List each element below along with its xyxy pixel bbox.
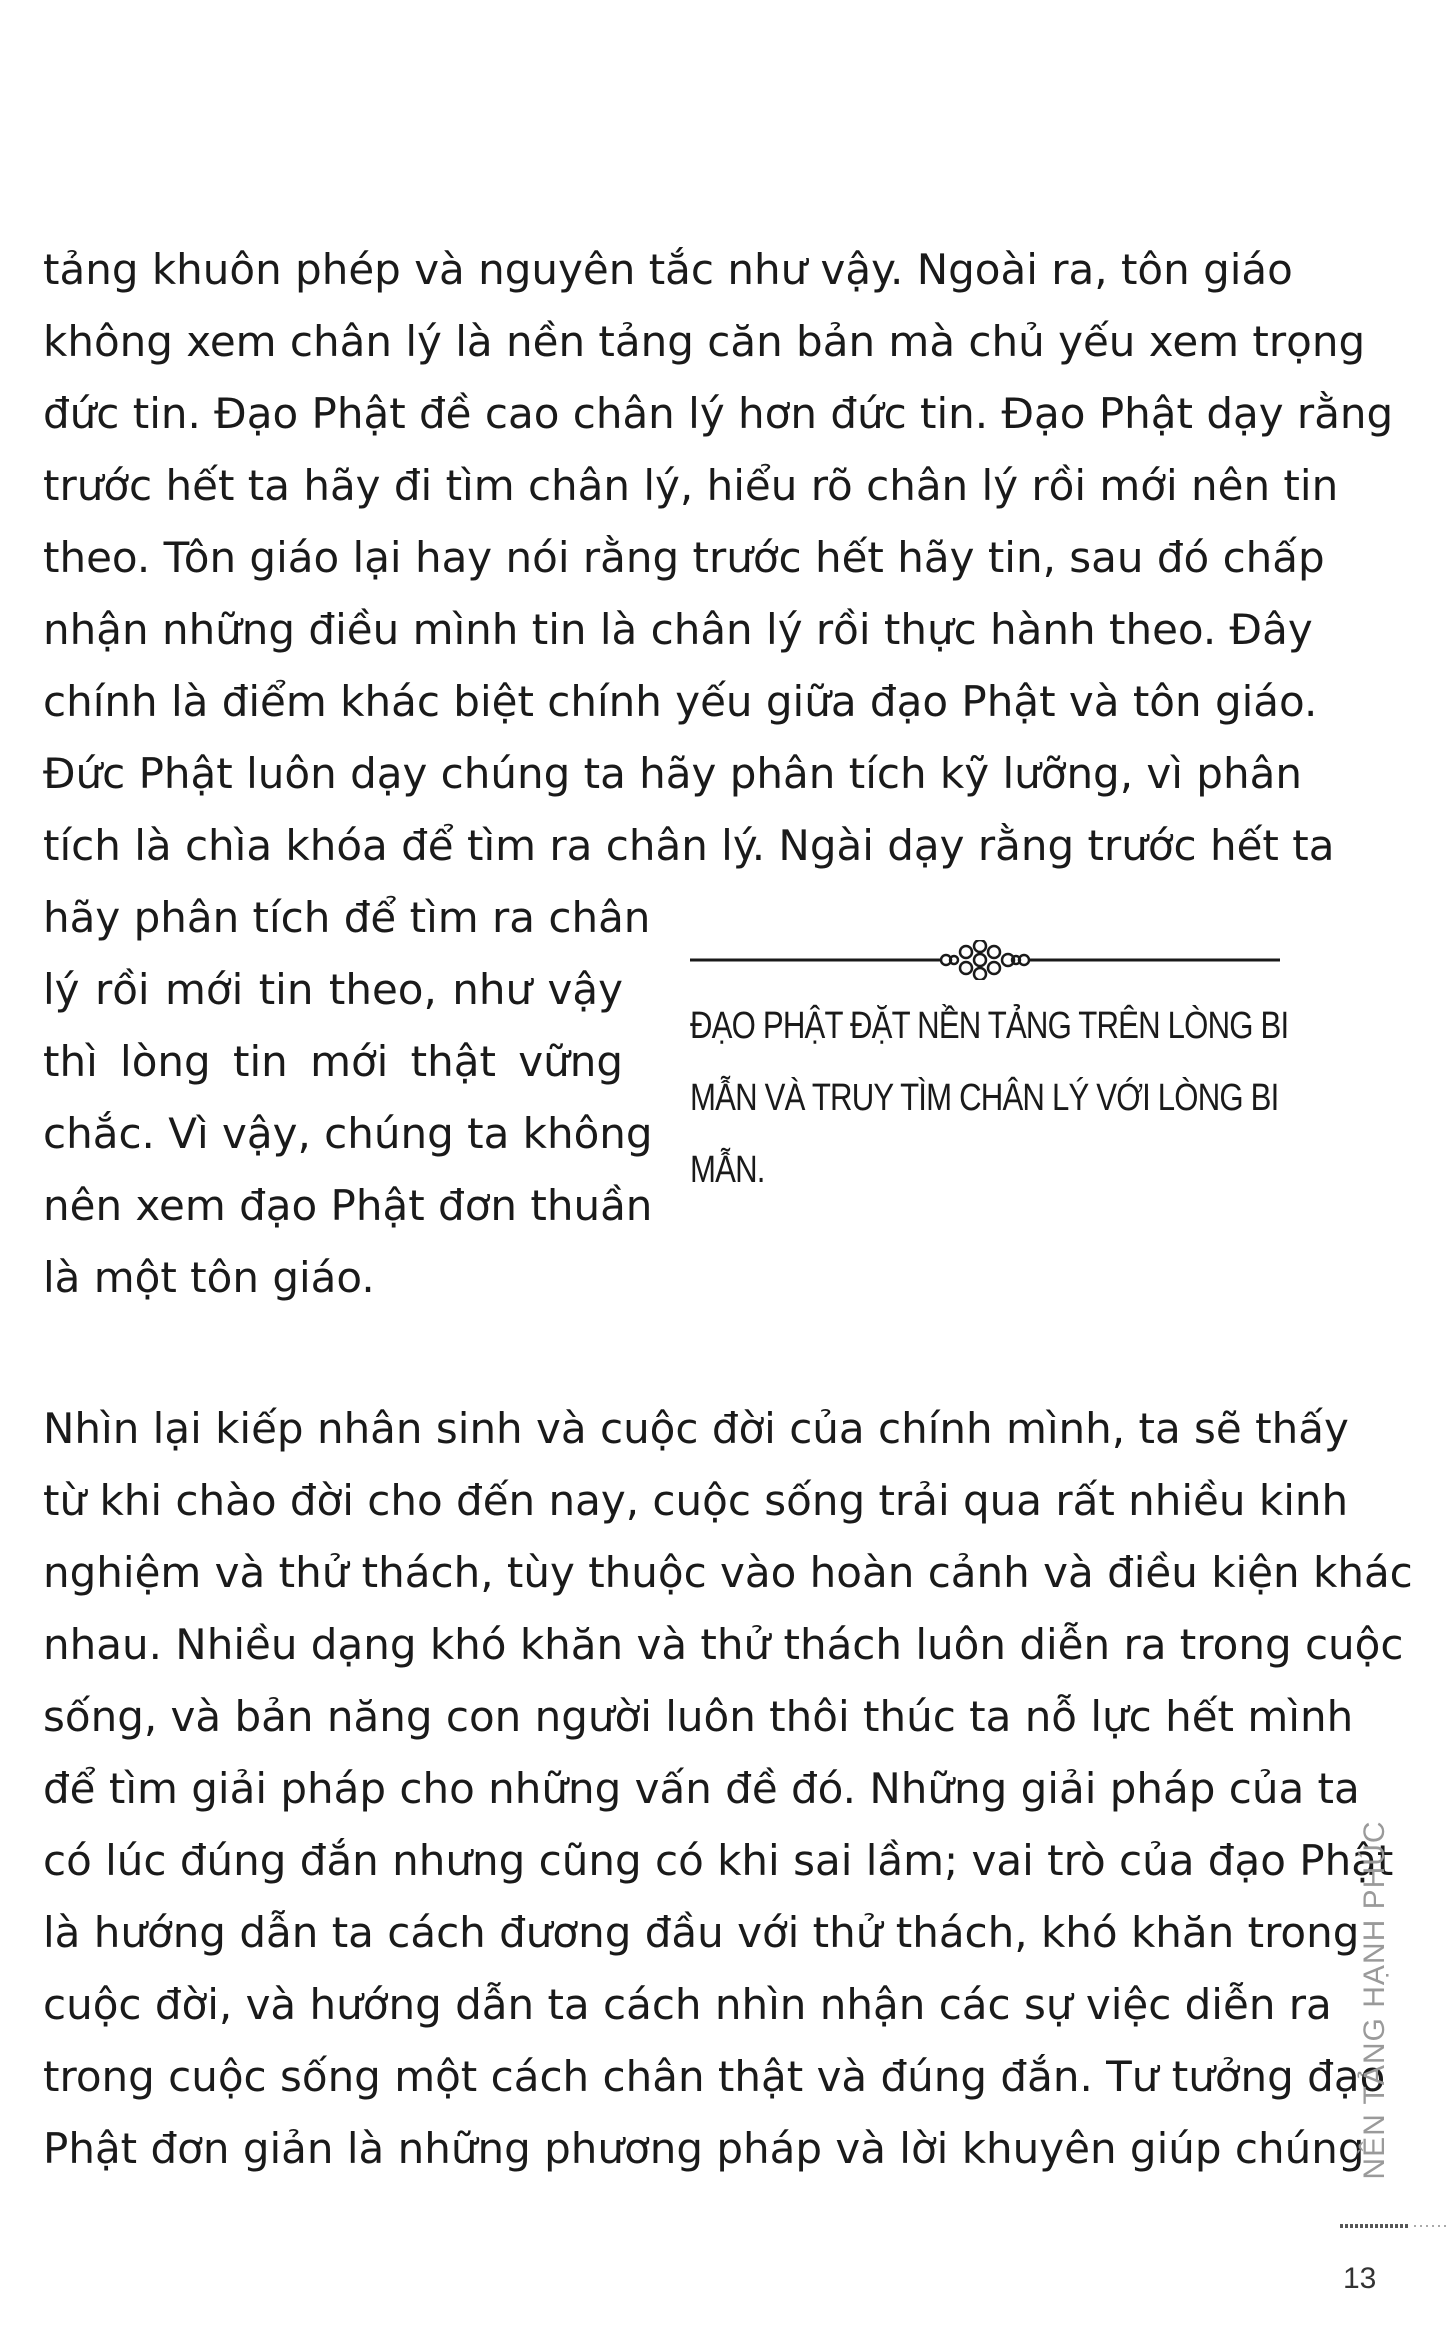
text-line: Nhìn lại kiếp nhân sinh và cuộc đời của chính mình, ta sẽ thấy [43, 1404, 1349, 1453]
text-line: nhau. Nhiều dạng khó khăn và thử thách luôn diễn ra trong cuộc [43, 1620, 1404, 1669]
pull-quote-line: ĐẠO PHẬT ĐẶT NỀN TẢNG TRÊN LÒNG BI [690, 1005, 1289, 1047]
text-line: thì lòng tin mới thật vững [43, 1037, 623, 1086]
text-line: nghiệm và thử thách, tùy thuộc vào hoàn cảnh và điều kiện khác [43, 1548, 1413, 1597]
paragraph-1 [43, 234, 1394, 882]
text-line: đức tin. Đạo Phật đề cao chân lý hơn đức tin. Đạo Phật dạy rằng [43, 389, 1394, 438]
pull-quote [690, 940, 1289, 1206]
folio-dots-ornament [1340, 2222, 1450, 2230]
text-line: là một tôn giáo. [43, 1253, 375, 1302]
text-line: theo. Tôn giáo lại hay nói rằng trước hết hãy tin, sau đó chấp [43, 533, 1325, 582]
text-line: tảng khuôn phép và nguyên tắc như vậy. Ngoài ra, tôn giáo [43, 245, 1293, 294]
endless-knot-icon [690, 940, 1280, 980]
text-line: không xem chân lý là nền tảng căn bản mà chủ yếu xem trọng [43, 317, 1366, 366]
pull-quote-divider [690, 940, 1280, 980]
text-line: chắc. Vì vậy, chúng ta không [43, 1109, 653, 1158]
text-line: sống, và bản năng con người luôn thôi thúc ta nỗ lực hết mình [43, 1692, 1354, 1741]
text-line: Phật đơn giản là những phương pháp và lời khuyên giúp chúng [43, 2124, 1365, 2173]
text-line: tích là chìa khóa để tìm ra chân lý. Ngài dạy rằng trước hết ta [43, 821, 1335, 870]
text-line: để tìm giải pháp cho những vấn đề đó. Những giải pháp của ta [43, 1764, 1360, 1813]
text-line: cuộc đời, và hướng dẫn ta cách nhìn nhận các sự việc diễn ra [43, 1980, 1332, 2029]
pull-quote-line: MẪN. [690, 1149, 765, 1191]
paragraph-1-narrow-column [43, 882, 653, 1314]
pull-quote-line: MẪN VÀ TRUY TÌM CHÂN LÝ VỚI LÒNG BI [690, 1077, 1279, 1119]
text-line: từ khi chào đời cho đến nay, cuộc sống trải qua rất nhiều kinh [43, 1476, 1349, 1525]
text-line: trong cuộc sống một cách chân thật và đúng đắn. Tư tưởng đạo [43, 2052, 1386, 2101]
running-head-text: NỀN TẢNG HẠNH PHÚC [1358, 1820, 1391, 2180]
text-line: chính là điểm khác biệt chính yếu giữa đạo Phật và tôn giáo. [43, 677, 1318, 726]
page-number: 13 [1343, 2262, 1377, 2295]
text-line: hãy phân tích để tìm ra chân [43, 893, 651, 942]
text-line: có lúc đúng đắn nhưng cũng có khi sai lầm; vai trò của đạo Phật [43, 1836, 1394, 1885]
text-line: nên xem đạo Phật đơn thuần [43, 1181, 653, 1230]
text-line: Đức Phật luôn dạy chúng ta hãy phân tích kỹ lưỡng, vì phân [43, 749, 1302, 798]
text-line: lý rồi mới tin theo, như vậy [43, 965, 623, 1014]
text-line: trước hết ta hãy đi tìm chân lý, hiểu rõ chân lý rồi mới nên tin [43, 461, 1339, 510]
text-line: nhận những điều mình tin là chân lý rồi thực hành theo. Đây [43, 605, 1313, 654]
running-head [1345, 1785, 1405, 2215]
text-line: là hướng dẫn ta cách đương đầu với thử thách, khó khăn trong [43, 1908, 1360, 1957]
pull-quote-text [690, 990, 1289, 1206]
